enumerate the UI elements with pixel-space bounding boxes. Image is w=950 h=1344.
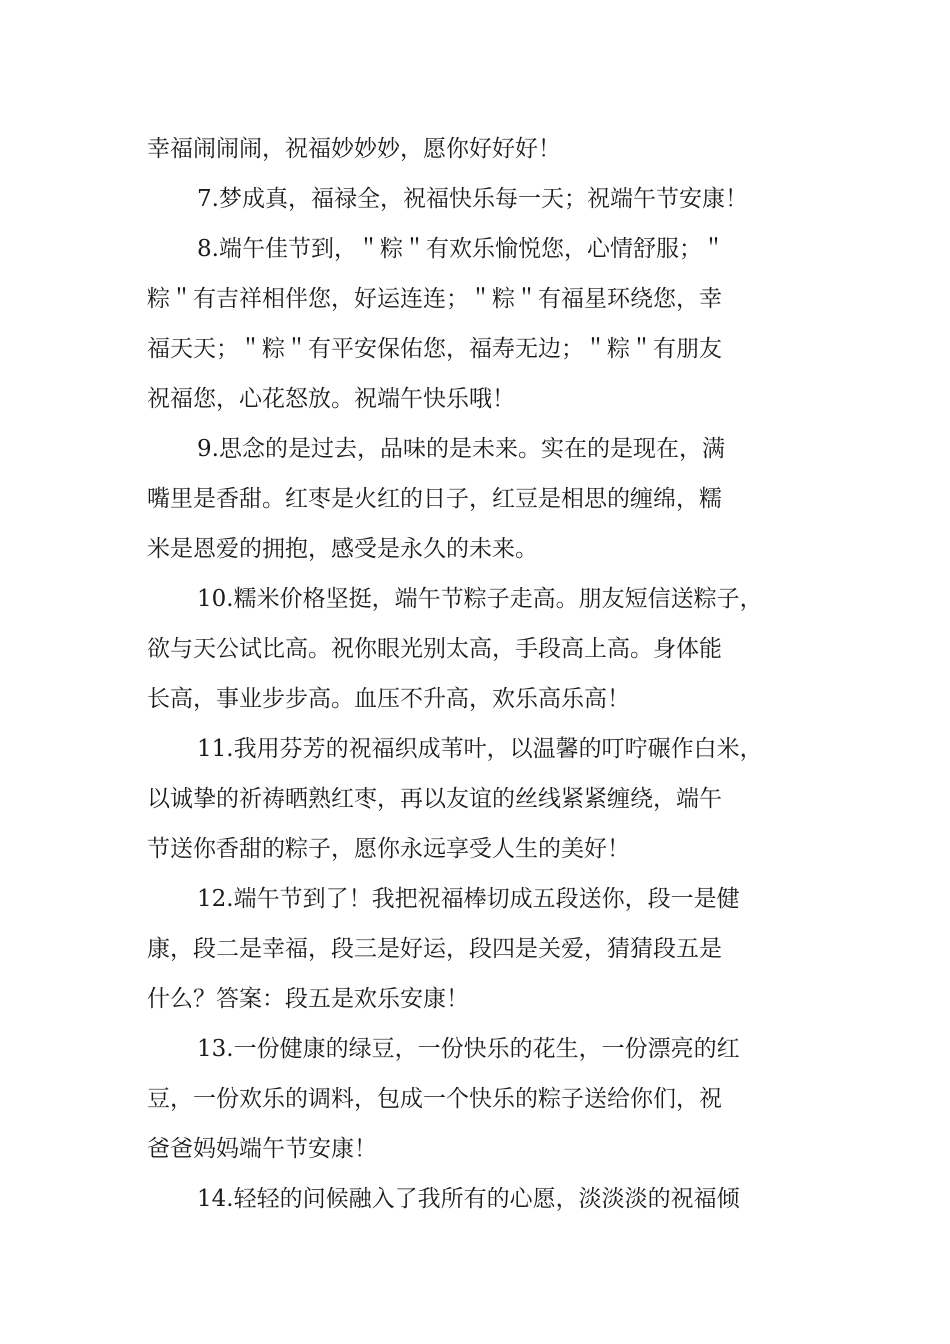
text-line: 什么？答案：段五是欢乐安康！	[147, 986, 469, 1012]
document-body	[147, 124, 807, 1224]
paragraph	[147, 574, 807, 724]
paragraph	[147, 424, 807, 574]
paragraph	[147, 1174, 807, 1224]
text-line: 13.一份健康的绿豆，一份快乐的花生，一份漂亮的红	[197, 1036, 740, 1062]
text-line: 12.端午节到了！我把祝福棒切成五段送你，段一是健	[197, 886, 740, 912]
text-line: 爸爸妈妈端午节安康！	[147, 1136, 377, 1162]
text-line: 豆，一份欢乐的调料，包成一个快乐的粽子送给你们，祝	[147, 1086, 722, 1112]
paragraph	[147, 724, 807, 874]
text-line: 嘴里是香甜。红枣是火红的日子，红豆是相思的缠绵，糯	[147, 486, 722, 512]
text-line: 康，段二是幸福，段三是好运，段四是关爱，猜猜段五是	[147, 936, 722, 962]
text-line: 14.轻轻的问候融入了我所有的心愿，淡淡淡的祝福倾	[197, 1186, 740, 1212]
text-line: 欲与天公试比高。祝你眼光别太高，手段高上高。身体能	[147, 636, 722, 662]
text-line: 长高，事业步步高。血压不升高，欢乐高乐高！	[147, 686, 630, 712]
paragraph	[147, 1024, 807, 1174]
paragraph	[147, 224, 807, 424]
text-line: 8.端午佳节到，＂粽＂有欢乐愉悦您，心情舒服；＂	[197, 236, 725, 262]
text-line: 福天天；＂粽＂有平安保佑您，福寿无边；＂粽＂有朋友	[147, 336, 722, 362]
paragraph	[147, 174, 807, 224]
text-line: 7.梦成真，福禄全，祝福快乐每一天；祝端午节安康！	[197, 186, 748, 212]
text-line: 粽＂有吉祥相伴您，好运连连；＂粽＂有福星环绕您，幸	[147, 286, 722, 312]
text-line: 节送你香甜的粽子，愿你永远享受人生的美好！	[147, 836, 630, 862]
text-line: 11.我用芬芳的祝福织成苇叶，以温馨的叮咛碾作白米，	[197, 736, 763, 762]
text-line: 以诚挚的祈祷晒熟红枣，再以友谊的丝线紧紧缠绕，端午	[147, 786, 722, 812]
text-line: 米是恩爱的拥抱，感受是永久的未来。	[147, 536, 538, 562]
paragraph	[147, 874, 807, 1024]
text-line: 10.糯米价格坚挺，端午节粽子走高。朋友短信送粽子，	[197, 586, 763, 612]
paragraph	[147, 124, 807, 174]
text-line: 祝福您，心花怒放。祝端午快乐哦！	[147, 386, 515, 412]
text-line: 9.思念的是过去，品味的是未来。实在的是现在，满	[197, 436, 725, 462]
text-line: 幸福闹闹闹，祝福妙妙妙，愿你好好好！	[147, 136, 561, 162]
